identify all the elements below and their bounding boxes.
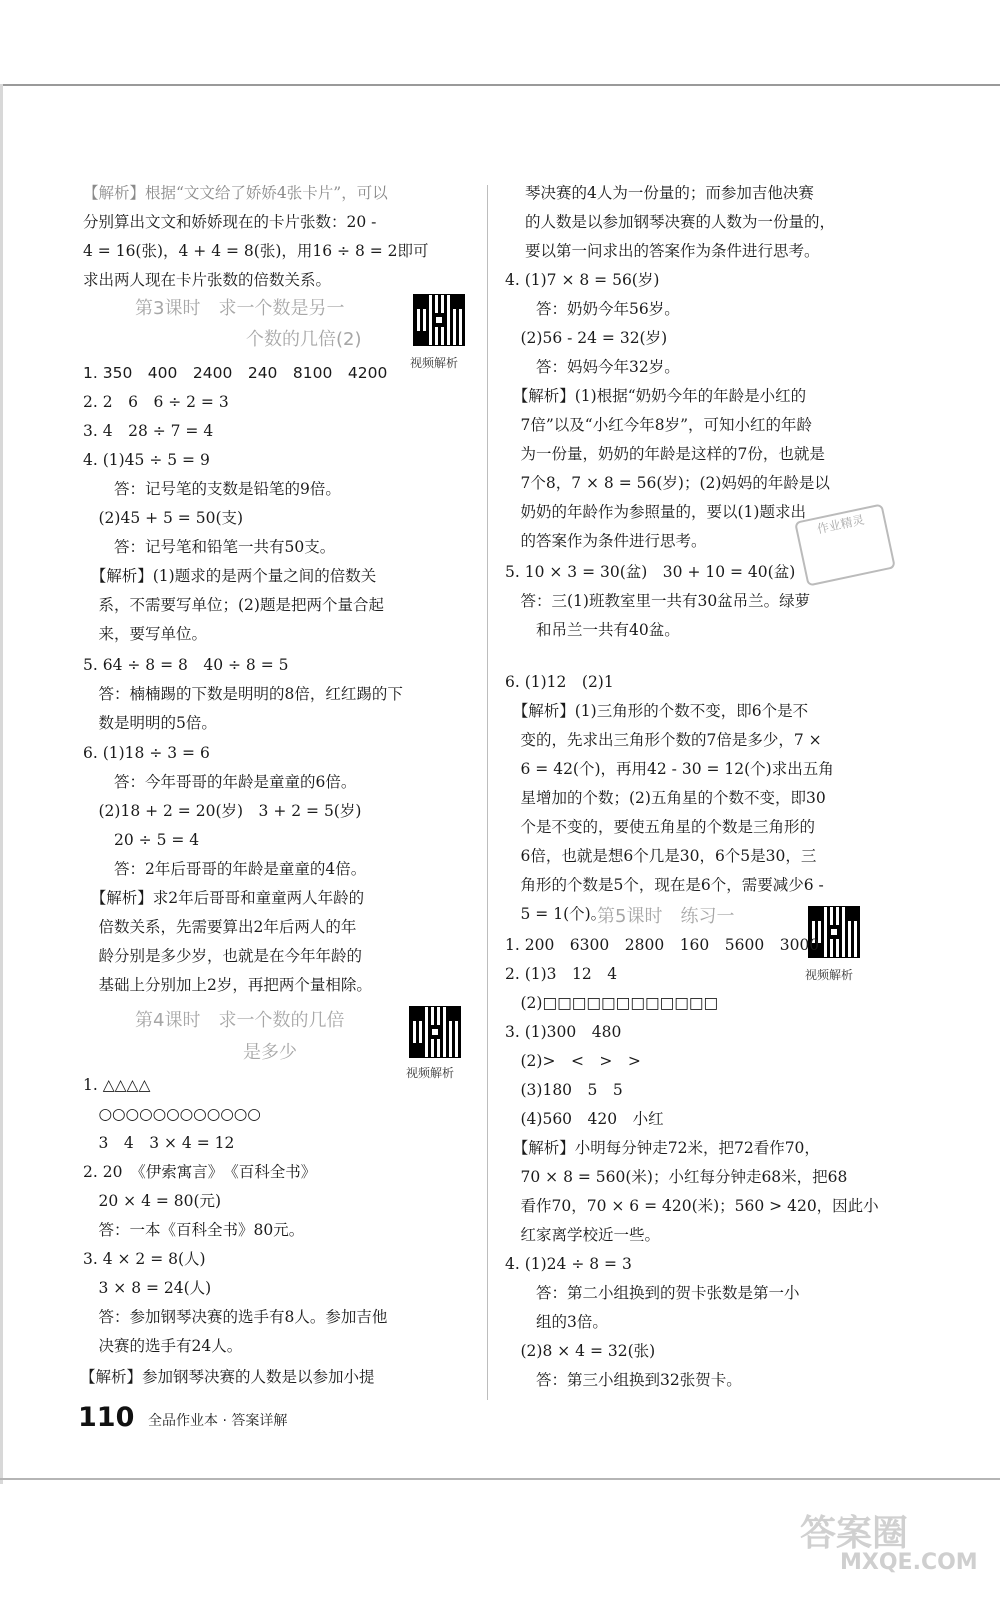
qr-code-icon[interactable] (409, 1006, 461, 1058)
answer-line: 3. 4 × 2 = 8(人) (83, 1250, 206, 1268)
right-line: 个是不变的，要使五角星的个数是三角形的 (505, 818, 816, 836)
right-line: 的答案作为条件进行思考。 (505, 532, 707, 550)
answer-line: 【解析】(1)题求的是两个量之间的倍数关 (83, 567, 377, 585)
answer-line: 看作70，70 × 6 = 420(米)；560 > 420，因此小 (505, 1197, 879, 1215)
right-line: 要以第一问求出的答案作为条件进行思考。 (525, 242, 820, 260)
answer-line: 4. (1)45 ÷ 5 = 9 (83, 451, 210, 469)
right-line: 6 = 42(个)，再用42 - 30 = 12(个)求出五角 (505, 760, 834, 778)
lesson4-title: 第4课时 求一个数的几倍 (135, 1010, 345, 1031)
answer-line: 决赛的选手有24人。 (83, 1337, 243, 1355)
right-line: 答：奶奶今年56岁。 (505, 300, 680, 318)
answer-line: 5. 64 ÷ 8 = 8 40 ÷ 8 = 5 (83, 656, 289, 674)
answer-line: 答：一本《百科全书》80元。 (83, 1221, 305, 1239)
answer-line: 答：参加钢琴决赛的选手有8人。参加吉他 (83, 1308, 388, 1326)
answer-line: 答：第二小组换到的贺卡张数是第一小 (505, 1284, 800, 1302)
answer-line: 3. 4 28 ÷ 7 = 4 (83, 422, 214, 440)
answer-line: 答：记号笔和铅笔一共有50支。 (83, 538, 336, 556)
bottom-rule (0, 1478, 1000, 1480)
answer-line: (4)560 420 小红 (505, 1110, 664, 1128)
answer-line: 来，要写单位。 (83, 625, 208, 643)
answer-line: 倍数关系，先需要算出2年后两人的年 (83, 918, 357, 936)
answer-line: 1. 200 6300 2800 160 5600 3000 (505, 936, 820, 954)
answer-line: 1. 350 400 2400 240 8100 4200 (83, 364, 388, 382)
watermark-url: MXQE.COM (840, 1550, 978, 1575)
right-line: (2)56 - 24 = 32(岁) (505, 329, 668, 347)
answer-line: 【解析】小明每分钟走72米，把72看作70， (505, 1139, 820, 1157)
lesson3-title: 第3课时 求一个数是另一 (135, 298, 345, 319)
answer-line: 3 × 8 = 24(人) (83, 1279, 212, 1297)
answer-line: 2. 20 《伊索寓言》 《百科全书》 (83, 1163, 317, 1181)
left-analysis-line: 分别算出文文和娇娇现在的卡片张数：20 - (83, 213, 377, 231)
footer-title: 全品作业本 · 答案详解 (148, 1413, 288, 1429)
left-analysis-line: 4 = 16(张)，4 + 4 = 8(张)，用16 ÷ 8 = 2即可 (83, 242, 429, 260)
answer-line: 基础上分别加上2岁，再把两个量相除。 (83, 976, 372, 994)
answer-line: 2. (1)3 12 4 (505, 965, 618, 983)
right-line: 答：妈妈今年32岁。 (505, 358, 680, 376)
answer-line: 答：第三小组换到32张贺卡。 (505, 1371, 742, 1389)
right-line: 6倍，也就是想6个几是30，6个5是30，三 (505, 847, 817, 865)
right-line: 【解析】(1)根据“奶奶今年的年龄是小红的 (505, 387, 807, 405)
answer-line: (2)> < > > (505, 1052, 641, 1070)
right-line: 奶奶的年龄作为参照量的，要以(1)题求出 (505, 503, 806, 521)
stamp-logo: 作业精灵 (794, 503, 896, 586)
answer-line: 70 × 8 = 560(米)；小红每分钟走68米，把68 (505, 1168, 848, 1186)
qr-label: 视频解析 (410, 356, 459, 370)
right-line: 7倍”以及“小红今年8岁”，可知小红的年龄 (505, 416, 812, 434)
answer-line: 组的3倍。 (505, 1313, 608, 1331)
page-number: 110 (78, 1402, 135, 1433)
answer-line: 6. (1)18 ÷ 3 = 6 (83, 744, 210, 762)
right-line: 5. 10 × 3 = 30(盆) 30 + 10 = 40(盆) (505, 563, 796, 581)
qr-label: 视频解析 (805, 968, 854, 982)
lesson3-subtitle: 个数的几倍(2) (246, 329, 362, 350)
page-edge (0, 84, 3, 1484)
qr-code-icon[interactable] (413, 294, 465, 346)
right-line: 和吊兰一共有40盆。 (505, 621, 680, 639)
answer-line: (3)180 5 5 (505, 1081, 623, 1099)
right-line: 星增加的个数；(2)五角星的个数不变，即30 (505, 789, 826, 807)
column-divider (487, 185, 488, 1400)
answer-line: (2)18 + 2 = 20(岁) 3 + 2 = 5(岁) (83, 802, 362, 820)
answer-line: ○○○○○○○○○○○○ (83, 1105, 261, 1123)
right-line: 角形的个数是5个，现在是6个，需要减少6 - (505, 876, 824, 894)
left-analysis-line: 求出两人现在卡片张数的倍数关系。 (83, 271, 332, 289)
right-line: 5 = 1(个)。 (505, 905, 607, 923)
answer-line: 4. (1)24 ÷ 8 = 3 (505, 1255, 632, 1273)
answer-line: 20 × 4 = 80(元) (83, 1192, 222, 1210)
answer-line: 3. (1)300 480 (505, 1023, 622, 1041)
right-line: 为一份量，奶奶的年龄是这样的7份，也就是 (505, 445, 825, 463)
answer-line: 【解析】参加钢琴决赛的人数是以参加小提 (80, 1368, 375, 1386)
right-line: 变的，先求出三角形个数的7倍是多少，7 × (505, 731, 822, 749)
answer-line: 答：2年后哥哥的年龄是童童的4倍。 (83, 860, 367, 878)
right-line: 6. (1)12 (2)1 (505, 673, 614, 691)
watermark-logo: 答案圈 (800, 1513, 909, 1554)
right-line: 的人数是以参加钢琴决赛的人数为一份量的， (525, 213, 836, 231)
lesson4-subtitle: 是多少 (243, 1042, 297, 1063)
top-rule (0, 84, 1000, 86)
left-analysis-line: 【解析】根据“文文给了娇娇4张卡片”，可以 (83, 184, 388, 202)
answer-line: 2. 2 6 6 ÷ 2 = 3 (83, 393, 229, 411)
right-line: 【解析】(1)三角形的个数不变，即6个是不 (505, 702, 809, 720)
answer-line: 答：记号笔的支数是铅笔的9倍。 (83, 480, 341, 498)
right-line: 4. (1)7 × 8 = 56(岁) (505, 271, 660, 289)
answer-line: 答：今年哥哥的年龄是童童的6倍。 (83, 773, 357, 791)
lesson5-title: 第5课时 练习一 (597, 906, 735, 927)
answer-line: (2)45 + 5 = 50(支) (83, 509, 244, 527)
right-line: 7个8，7 × 8 = 56(岁)；(2)妈妈的年龄是以 (505, 474, 830, 492)
answer-line: 红家离学校近一些。 (505, 1226, 661, 1244)
answer-line: 系，不需要写单位；(2)题是把两个量合起 (83, 596, 384, 614)
answer-line: 3 4 3 × 4 = 12 (83, 1134, 235, 1152)
right-line: 答：三(1)班教室里一共有30盆吊兰。绿萝 (505, 592, 811, 610)
answer-line: 龄分别是多少岁，也就是在今年年龄的 (83, 947, 363, 965)
qr-label: 视频解析 (406, 1066, 455, 1080)
answer-line: 数是明明的5倍。 (83, 714, 217, 732)
right-line: 琴决赛的4人为一份量的；而参加吉他决赛 (525, 184, 814, 202)
answer-line: 【解析】求2年后哥哥和童童两人年龄的 (83, 889, 365, 907)
answer-line: (2)8 × 4 = 32(张) (505, 1342, 656, 1360)
answer-line: 20 ÷ 5 = 4 (83, 831, 200, 849)
answer-line: 答：楠楠踢的下数是明明的8倍，红红踢的下 (83, 685, 403, 703)
answer-line: 1. △△△△ (83, 1076, 151, 1094)
answer-line: (2)□□□□□□□□□□□□ (505, 994, 719, 1012)
